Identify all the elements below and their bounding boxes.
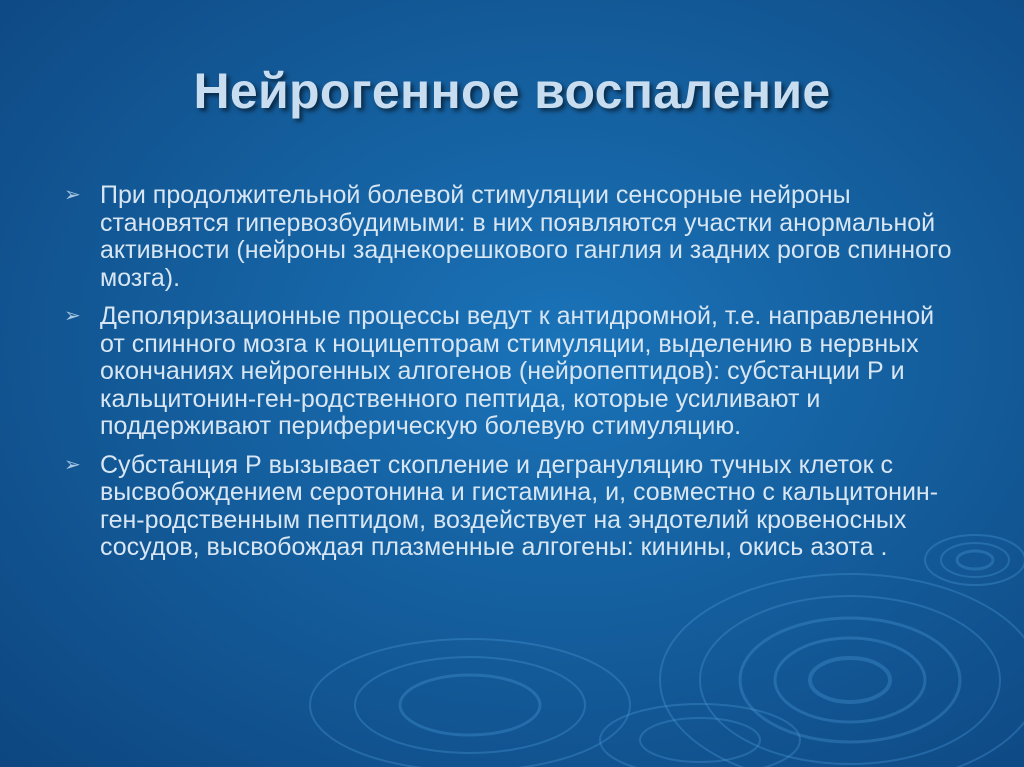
arrowhead-bullet-icon: ➢	[64, 453, 81, 476]
bullet-item	[64, 452, 964, 562]
bullet-item	[64, 182, 964, 292]
slide-title: Нейрогенное воспаление	[193, 63, 831, 119]
bullet-text: При продолжительной болевой стимуляции сенсорные нейроны становятся гипервозбудимыми: в них появляются участки анормальной активности (нейроны заднекорешкового ганглия и задних рогов спинного мозга).	[100, 181, 952, 292]
arrowhead-bullet-icon: ➢	[64, 305, 81, 327]
bullet-text: Субстанция Р вызывает скопление и дегрануляцию тучных клеток с высвобождением серотонина и гистамина, и, совместно с кальцитонин-ген-родственным пептидом, воздействует на эндотелий кровеносных сосудов, высвобождая плазменные алгогены: кинины, окись азота .	[100, 450, 939, 561]
bullet-item	[64, 303, 964, 441]
arrowhead-bullet-icon: ➢	[64, 184, 81, 206]
bullet-list	[64, 182, 964, 573]
bullet-text: Деполяризационные процессы ведут к антидромной, т.е. направленной от спинного мозга к ноцицепторам стимуляции, выделению в нервных окончаниях нейрогенных алгогенов (нейропептидов): субстанции Р и кальцитонин-ген-родственного пептида, которые усиливают и поддерживают периферическую болевую стимуляцию.	[100, 302, 935, 440]
